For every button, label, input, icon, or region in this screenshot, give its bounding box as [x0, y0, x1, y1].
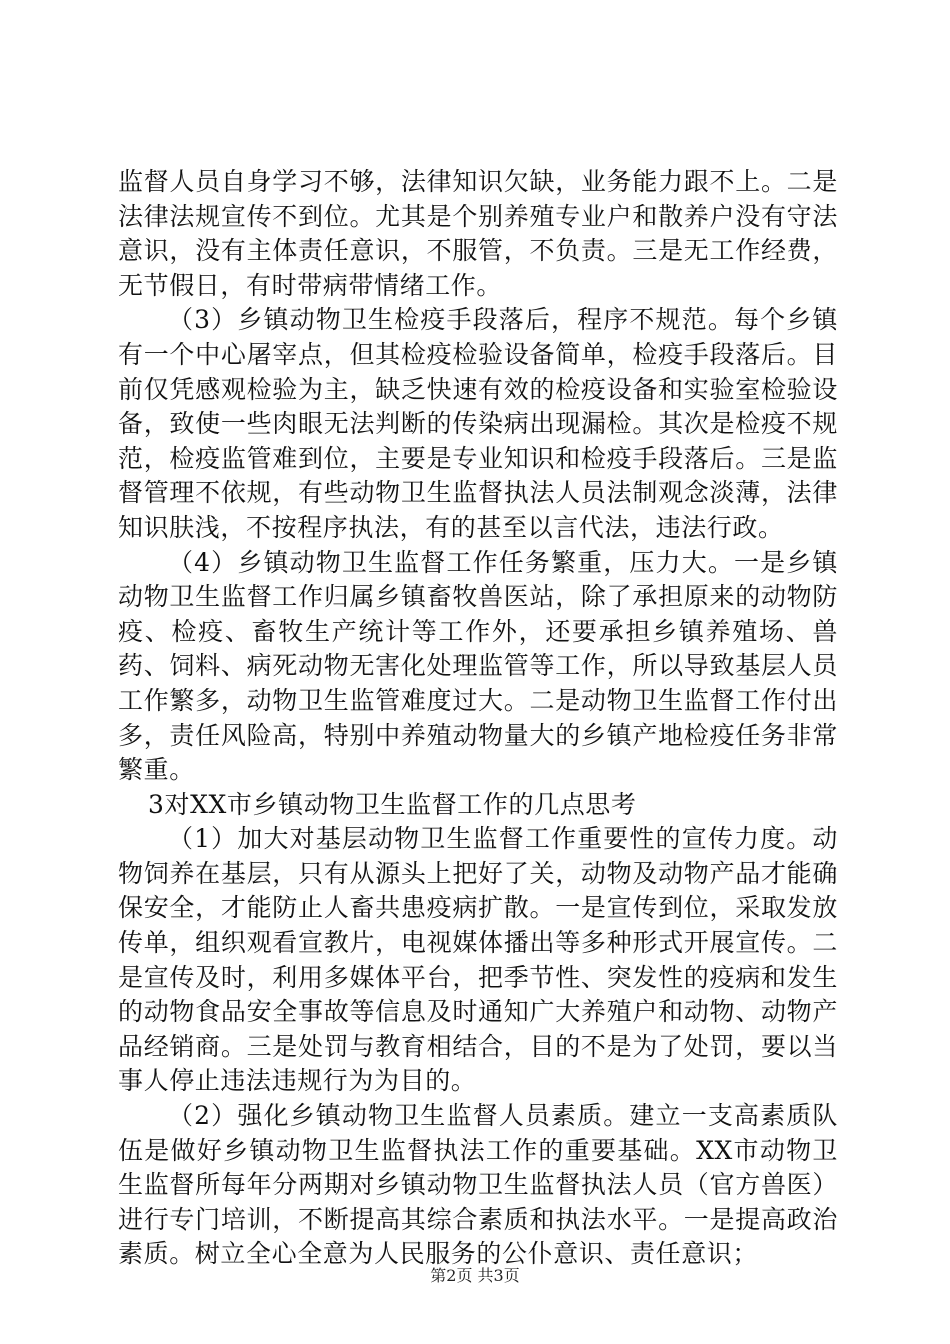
paragraph-item-3: （3）乡镇动物卫生检疫手段落后，程序不规范。每个乡镇有一个中心屠宰点，但其检疫检验设备简单，检疫手段落后。目前仅凭感观检验为主，缺乏快速有效的检疫设备和实验室检验设备，致使一些肉眼无法判断的传染病出现漏检。其次是检疫不规范，检疫监管难到位，主要是专业知识和检疫手段落后。三是监督管理不依规，有些动物卫生监督执法人员法制观念淡薄，法律知识肤浅，不按程序执法，有的甚至以言代法，违法行政。: [118, 305, 838, 542]
section-heading: 3对XX市乡镇动物卫生监督工作的几点思考: [148, 789, 637, 819]
document-body: [118, 165, 838, 1272]
page-footer: 第2页 共3页: [430, 1266, 520, 1285]
paragraph-item-4: （4）乡镇动物卫生监督工作任务繁重，压力大。一是乡镇动物卫生监督工作归属乡镇畜牧兽医站，除了承担原来的动物防疫、检疫、畜牧生产统计等工作外，还要承担乡镇养殖场、兽药、饲料、病死动物无害化处理监管等工作，所以导致基层人员工作繁多，动物卫生监管难度过大。二是动物卫生监督工作付出多，责任风险高，特别中养殖动物量大的乡镇产地检疫任务非常繁重。: [118, 547, 838, 785]
paragraph-item-1: （1）加大对基层动物卫生监督工作重要性的宣传力度。动物饲养在基层，只有从源头上把好了关，动物及动物产品才能确保安全，才能防止人畜共患疫病扩散。一是宣传到位，采取发放传单，组织观看宣教片，电视媒体播出等多种形式开展宣传。二是宣传及时，利用多媒体平台，把季节性、突发性的疫病和发生的动物食品安全事故等信息及时通知广大养殖户和动物、动物产品经销商。三是处罚与教育相结合，目的不是为了处罚，要以当事人停止违法违规行为为目的。: [118, 824, 838, 1096]
paragraph-item-2: （2）强化乡镇动物卫生监督人员素质。建立一支高素质队伍是做好乡镇动物卫生监督执法工作的重要基础。XX市动物卫生监督所每年分两期对乡镇动物卫生监督执法人员（官方兽医）进行专门培训，不断提高其综合素质和执法水平。一是提高政治素质。树立全心全意为人民服务的公仆意识、责任意识；: [118, 1101, 838, 1269]
paragraph-continuation: 监督人员自身学习不够，法律知识欠缺，业务能力跟不上。二是法律法规宣传不到位。尤其是个别养殖专业户和散养户没有守法意识，没有主体责任意识，不服管，不负责。三是无工作经费，无节假日，有时带病带情绪工作。: [118, 167, 838, 300]
